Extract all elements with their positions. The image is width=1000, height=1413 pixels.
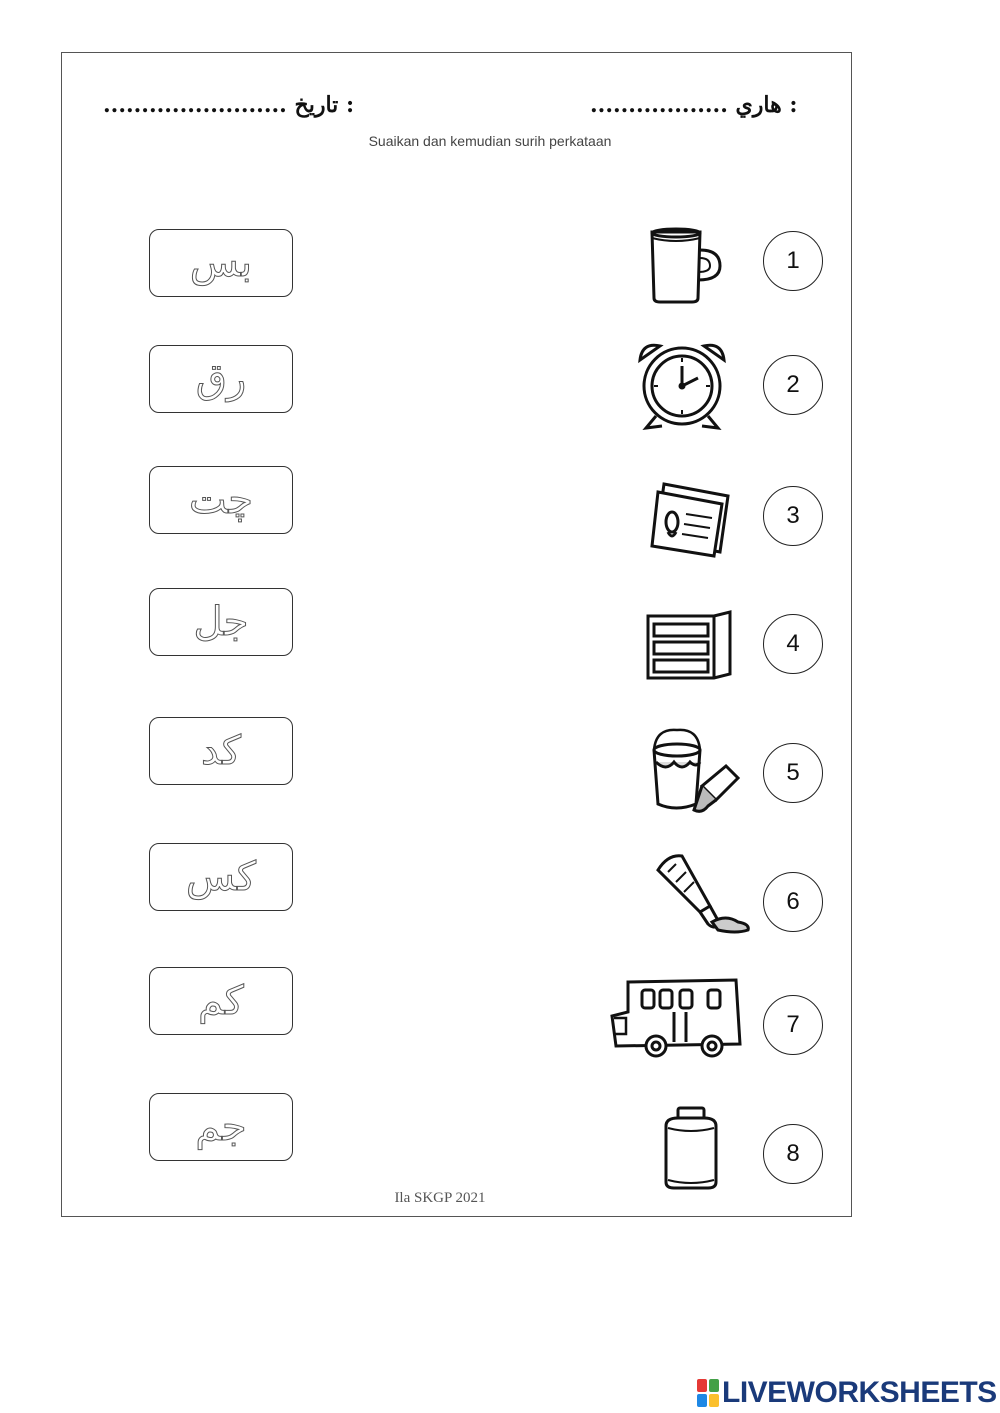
number-circle-2: 2 [763, 355, 823, 415]
word-box-1[interactable] [149, 229, 293, 297]
word-text: چت [188, 477, 253, 523]
brand-name: LIVEWORKSHEETS [722, 1376, 997, 1409]
number-circle-7: 7 [763, 995, 823, 1055]
word-box-2[interactable] [149, 345, 293, 413]
glue-tube-icon[interactable] [654, 850, 754, 934]
date-field [103, 92, 354, 118]
word-text: كس [185, 854, 257, 900]
liveworksheets-logo-icon [697, 1379, 719, 1407]
alarm-clock-icon[interactable] [632, 338, 732, 432]
day-field [590, 92, 797, 118]
day-label: هاري : [735, 92, 798, 118]
word-box-5[interactable] [149, 717, 293, 785]
word-text: كم [198, 978, 244, 1024]
number-circle-1: 1 [763, 231, 823, 291]
word-text: بس [189, 240, 253, 286]
paint-bucket-icon[interactable] [646, 726, 742, 816]
word-text: كد [200, 728, 242, 774]
date-dots: ........................ [103, 92, 287, 118]
word-box-7[interactable] [149, 967, 293, 1035]
word-box-4[interactable] [149, 588, 293, 656]
word-box-3[interactable] [149, 466, 293, 534]
number-circle-8: 8 [763, 1124, 823, 1184]
word-text: جم [195, 1104, 247, 1150]
day-dots: .................. [590, 92, 728, 118]
number-circle-5: 5 [763, 743, 823, 803]
number-circle-4: 4 [763, 614, 823, 674]
date-label: تاريخ : [294, 92, 355, 118]
mug-icon[interactable] [640, 222, 724, 306]
number-circle-6: 6 [763, 872, 823, 932]
number-circle-3: 3 [763, 486, 823, 546]
cards-icon[interactable] [650, 478, 734, 558]
instruction-text: Suaikan dan kemudian surih perkataan [368, 133, 612, 149]
word-text: جل [193, 599, 249, 645]
liveworksheets-brand[interactable] [697, 1376, 997, 1410]
word-text: رق [195, 356, 247, 402]
word-box-8[interactable] [149, 1093, 293, 1161]
bus-icon[interactable] [608, 976, 742, 1058]
drawer-cabinet-icon[interactable] [644, 610, 734, 680]
gas-cylinder-icon[interactable] [658, 1104, 724, 1192]
footer-credit: Ila SKGP 2021 [394, 1190, 486, 1206]
word-box-6[interactable] [149, 843, 293, 911]
